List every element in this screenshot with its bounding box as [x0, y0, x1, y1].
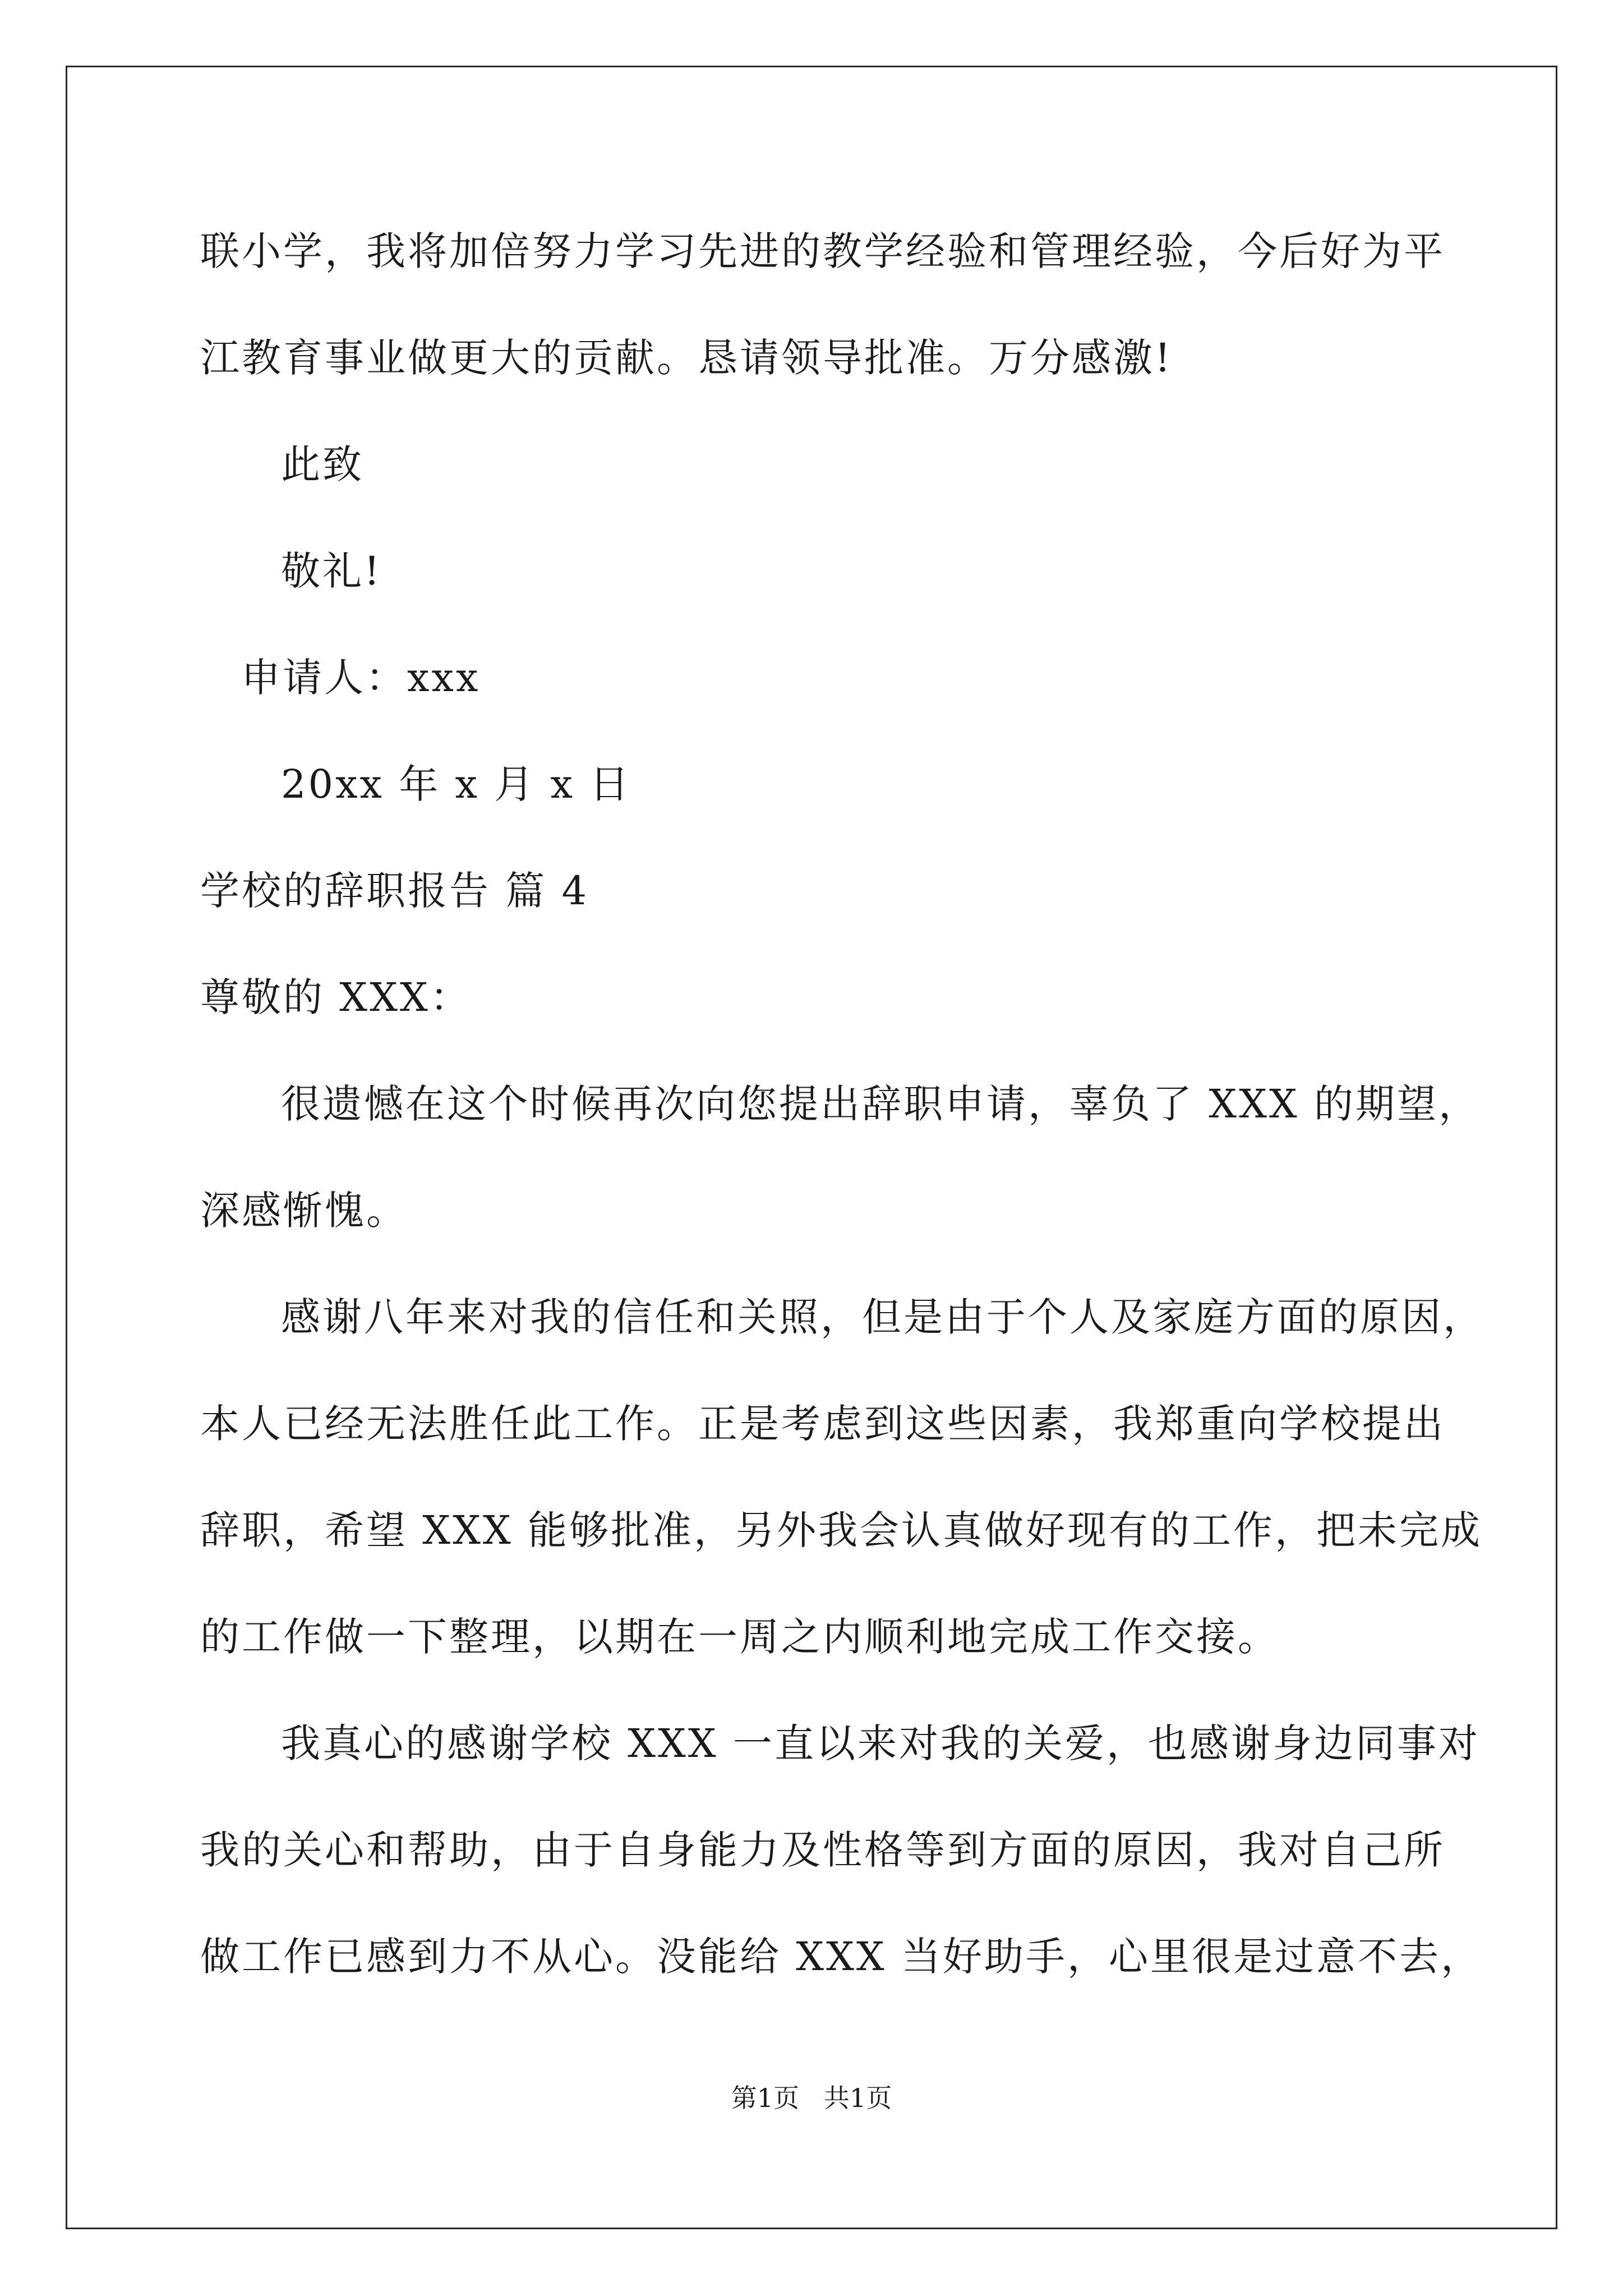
- paragraph-line: 辞职，希望 XXX 能够批准，另外我会认真做好现有的工作，把未完成: [200, 1507, 1483, 1553]
- paragraph-line: 我的关心和帮助，由于自身能力及性格等到方面的原因，我对自己所: [200, 1827, 1445, 1873]
- closing-regards: 敬礼!: [281, 548, 382, 594]
- closing-salutation: 此致: [281, 441, 364, 487]
- paragraph-line: 本人已经无法胜任此工作。正是考虑到这些因素，我郑重向学校提出: [200, 1401, 1445, 1447]
- paragraph-line: 的工作做一下整理，以期在一周之内顺利地完成工作交接。: [200, 1614, 1279, 1660]
- paragraph-line: 我真心的感谢学校 XXX 一直以来对我的关爱，也感谢身边同事对: [281, 1720, 1481, 1766]
- paragraph-line: 做工作已感到力不从心。没能给 XXX 当好助手，心里很是过意不去，: [200, 1934, 1483, 1980]
- paragraph-line: 联小学，我将加倍努力学习先进的教学经验和管理经验，今后好为平: [200, 228, 1445, 274]
- letter-greeting: 尊敬的 XXX：: [200, 974, 472, 1020]
- signature-applicant: 申请人：xxx: [241, 655, 481, 701]
- paragraph-line: 深感惭愧。: [200, 1188, 408, 1234]
- page-number-footer: 第1页 共1页: [731, 2083, 892, 2113]
- paragraph-line: 很遗憾在这个时候再次向您提出辞职申请，辜负了 XXX 的期望，: [281, 1081, 1481, 1127]
- paragraph-line: 江教育事业做更大的贡献。恳请领导批准。万分感激!: [200, 335, 1173, 381]
- section-heading: 学校的辞职报告 篇 4: [200, 868, 589, 914]
- paragraph-line: 感谢八年来对我的信任和关照，但是由于个人及家庭方面的原因，: [281, 1294, 1484, 1340]
- signature-date: 20xx 年 x 月 x 日: [281, 761, 631, 807]
- page-border: [66, 66, 1557, 2229]
